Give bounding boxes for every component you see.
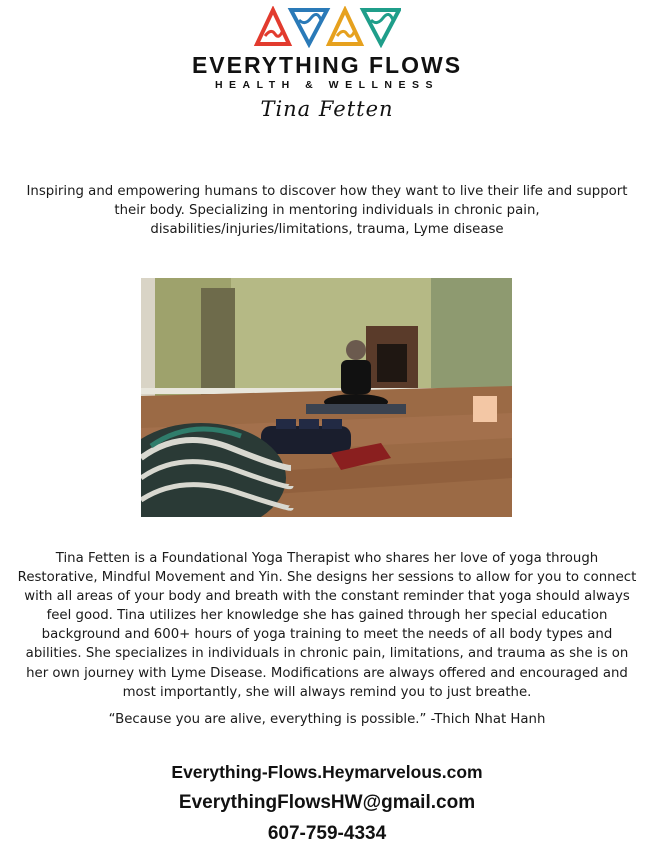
- email-link[interactable]: EverythingFlowsHW@gmail.com: [178, 792, 476, 813]
- signature: Tina Fetten: [260, 97, 394, 121]
- intro-text: Inspiring and empowering humans to discover how they want to live their life and support their body. Specializing in mentoring individuals in chronic pain, disabilities/injuries/limitations, trauma, Lyme disease: [26, 184, 628, 237]
- yoga-photo: [141, 278, 512, 517]
- brand-name: EVERYTHING FLOWS: [191, 52, 463, 78]
- website-link[interactable]: Everything-Flows.Heymarvelous.com: [171, 762, 483, 782]
- yoga-room-image: [141, 278, 512, 517]
- bio-paragraph: Tina Fetten is a Foundational Yoga Therapist who shares her love of yoga through Restorative, Mindful Movement and Yin. She designs her sessions to allow for you to connect with all areas of your body and breath with the constant reminder that yoga should always feel good. Tina utilizes her knowledge she has gained through her special education background and 600+ hours of yoga training to meet the needs of all body types and abilities. She specializes in individuals in chronic pain, limitations, and trauma as she is on her own journey with Lyme Disease. Modifications are always offered and encouraged and most importantly, she will always remind you to just breathe.: [17, 551, 637, 700]
- triangle-waves-logo-icon: [253, 6, 401, 48]
- quote-text: “Because you are alive, everything is possible.” -Thich Nhat Hanh: [108, 712, 546, 727]
- phone-number[interactable]: 607-759-4334: [267, 823, 387, 844]
- brand-subtitle: HEALTH & WELLNESS: [214, 79, 440, 91]
- brand-header: [0, 6, 654, 121]
